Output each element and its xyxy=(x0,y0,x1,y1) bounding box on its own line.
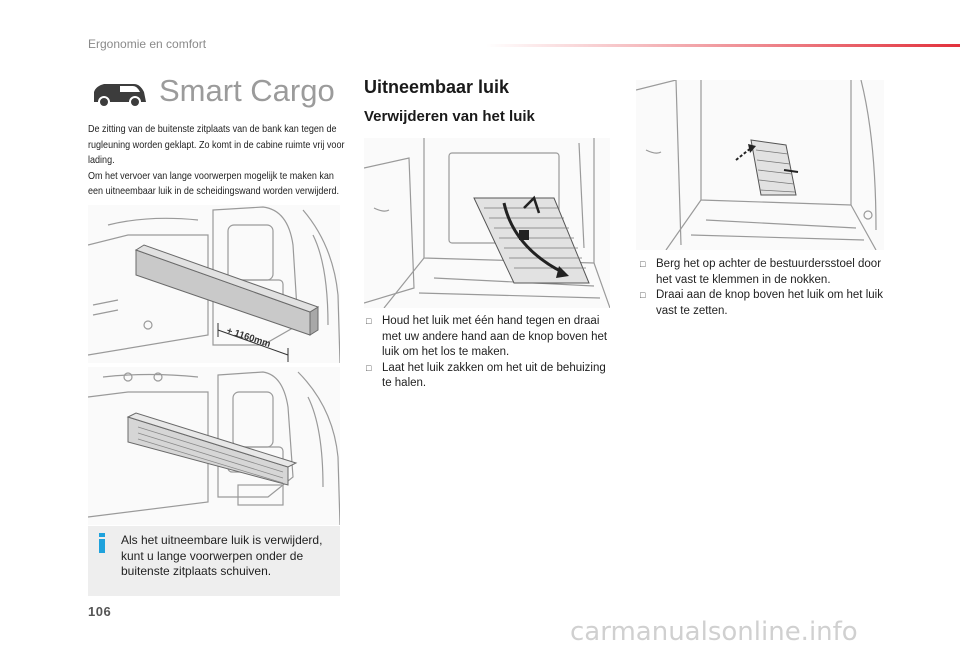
hatch-title: Uitneembaar luik xyxy=(364,77,510,97)
store-steps xyxy=(640,257,885,319)
step-text: Houd het luik met één hand tegen en draai met uw andere hand aan de knop boven het luik om het los te maken. xyxy=(382,315,608,359)
step-text: Draai aan de knop boven het luik om het luik vast te zetten. xyxy=(656,289,883,317)
step-item xyxy=(366,361,616,392)
checkbox-bullet-icon: □ xyxy=(366,362,372,373)
remove-steps xyxy=(366,314,616,392)
info-icon xyxy=(97,533,109,553)
checkbox-bullet-icon: □ xyxy=(366,316,372,326)
step-item xyxy=(366,314,616,361)
info-text: Als het uitneembare luik is verwijderd, kunt u lange voorwerpen onder de buitenste zitplaats schuiven. xyxy=(121,533,323,578)
step-text: Berg het op achter de bestuurdersstoel door het vast te klemmen in de nokken. xyxy=(656,258,882,286)
van-icon xyxy=(90,80,148,108)
checkbox-bullet-icon: □ xyxy=(640,259,646,269)
header-accent-line xyxy=(486,44,960,47)
intro-line: Om het vervoer van lange voorwerpen mogelijk te maken kan xyxy=(88,169,334,182)
step-text: Laat het luik zakken om het uit de behuizing te halen. xyxy=(382,361,606,390)
intro-line: een uitneembaar luik in de scheidingswand worden verwijderd. xyxy=(88,185,339,197)
remove-hatch-subtitle: Verwijderen van het luik xyxy=(364,108,535,125)
cargo-under-seat-illustration xyxy=(88,367,340,525)
checkbox-bullet-icon: □ xyxy=(640,290,646,301)
intro-text xyxy=(88,122,346,200)
section-title: Ergonomie en comfort xyxy=(88,37,207,51)
watermark: carmanualsonline.info xyxy=(570,617,858,647)
step-item xyxy=(640,257,885,288)
intro-line: lading. xyxy=(88,154,115,166)
store-hatch-illustration xyxy=(636,80,884,250)
page-number: 106 xyxy=(88,604,112,619)
step-item xyxy=(640,288,885,319)
smart-cargo-title: Smart Cargo xyxy=(159,73,335,108)
dimension-label: + 1160mm xyxy=(225,325,272,350)
remove-hatch-illustration xyxy=(364,138,610,308)
intro-line: rugleuning worden geklapt. Zo komt in de cabine ruimte vrij voor xyxy=(88,138,345,151)
intro-line: De zitting van de buitenste zitplaats van de bank kan tegen de xyxy=(88,123,337,135)
long-load-illustration xyxy=(88,205,340,363)
